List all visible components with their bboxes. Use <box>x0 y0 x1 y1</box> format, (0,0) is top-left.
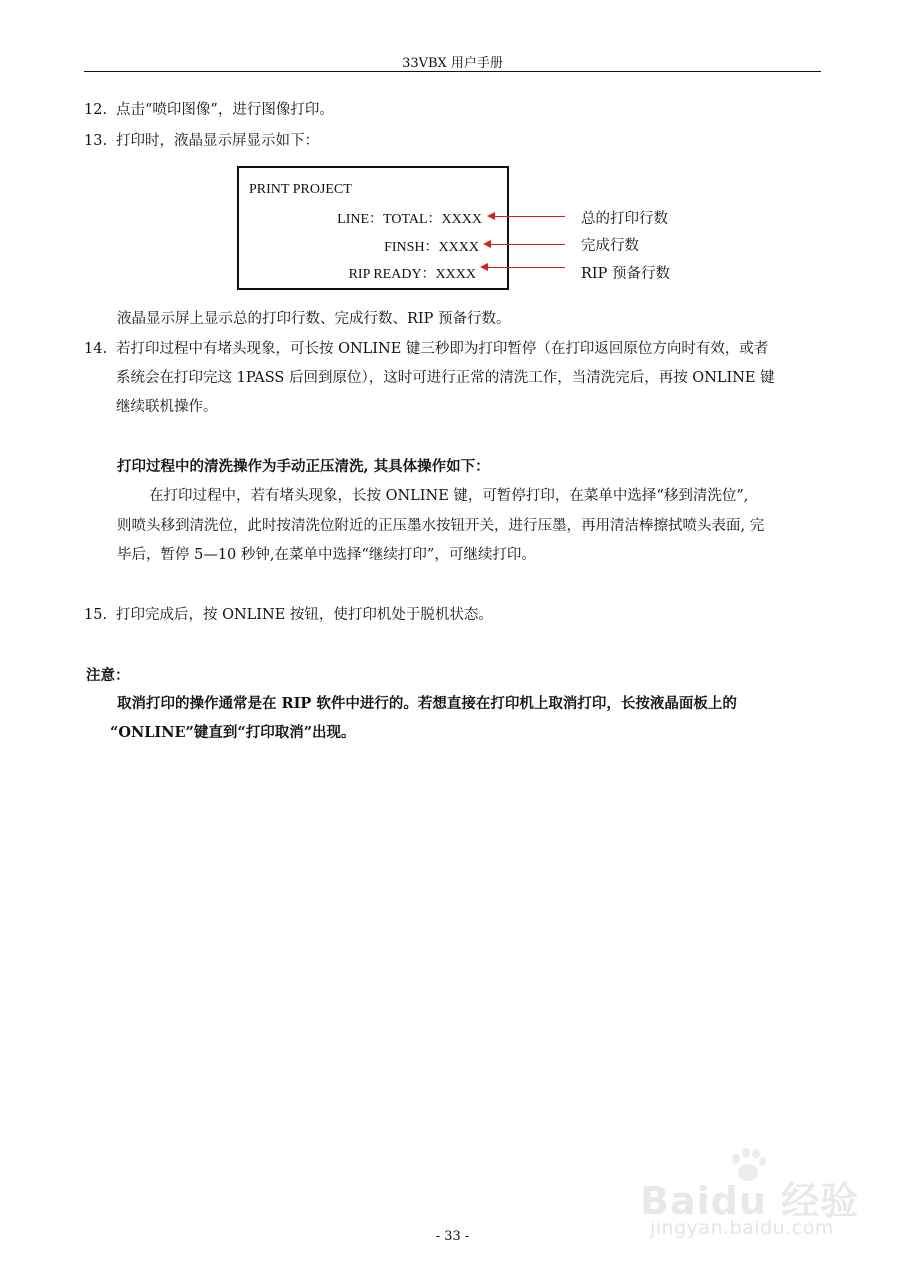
step-number: 15. <box>84 607 108 623</box>
step-14-line-3: 继续联机操作。 <box>116 399 218 415</box>
arrow-finish-icon <box>489 244 565 245</box>
lcd-line-finish: FINSH：XXXX <box>384 240 479 255</box>
annotation-finish: 完成行数 <box>581 238 639 254</box>
annotation-total: 总的打印行数 <box>581 211 668 227</box>
cleaning-line-2: 则喷头移到清洗位，此时按清洗位附近的正压墨水按钮开关，进行压墨，再用清洁棒擦拭喷头表面, 完 <box>117 518 765 534</box>
step-text: 打印完成后，按 ONLINE 按钮，使打印机处于脱机状态。 <box>116 607 493 623</box>
watermark-logo: Baidu 经验 <box>640 1179 860 1223</box>
lcd-line-total: LINE：TOTAL：XXXX <box>337 212 482 227</box>
step-14-line-2: 系统会在打印完这 1PASS 后回到原位），这时可进行正常的清洗工作，当清洗完后，再按 ONLINE 键 <box>116 370 775 386</box>
step-number: 14. <box>84 341 108 357</box>
page-header-title: 33VBX 用户手册 <box>402 56 503 71</box>
step-13 <box>84 131 319 151</box>
lcd-caption: 液晶显示屏上显示总的打印行数、完成行数、RIP 预备行数。 <box>117 311 511 327</box>
step-12 <box>84 100 334 120</box>
step-text: 点击“喷印图像”，进行图像打印。 <box>116 102 334 118</box>
step-15 <box>84 605 493 625</box>
step-number: 12. <box>84 102 108 118</box>
cleaning-line-3: 毕后，暂停 5—10 秒钟,在菜单中选择“继续打印”，可继续打印。 <box>117 547 536 563</box>
lcd-line-rip: RIP READY：XXXX <box>348 267 476 282</box>
note-line-2: “ONLINE”键直到“打印取消”出现。 <box>110 724 356 741</box>
note-heading: 注意： <box>86 667 130 684</box>
step-text-line-1: 若打印过程中有堵头现象，可长按 ONLINE 键三秒即为打印暂停（在打印返回原位方向时有效，或者 <box>116 341 769 357</box>
step-14 <box>84 339 768 359</box>
watermark-url: jingyan.baidu.com <box>650 1217 834 1239</box>
lcd-line-project: PRINT PROJECT <box>249 182 352 197</box>
cleaning-heading: 打印过程中的清洗操作为手动正压清洗, 其具体操作如下： <box>117 458 490 475</box>
step-text: 打印时，液晶显示屏显示如下： <box>116 133 319 149</box>
note-line-1: 取消打印的操作通常是在 RIP 软件中进行的。若想直接在打印机上取消打印，长按液晶面板上的 <box>117 695 737 712</box>
arrow-total-icon <box>493 216 565 217</box>
step-number: 13. <box>84 133 108 149</box>
arrow-rip-icon <box>486 267 565 268</box>
page-number: - 33 - <box>435 1229 470 1244</box>
cleaning-line-1: 在打印过程中，若有堵头现象，长按 ONLINE 键，可暂停打印，在菜单中选择“移到清洗位”, <box>149 488 749 504</box>
header-divider <box>84 71 821 72</box>
annotation-rip: RIP 预备行数 <box>581 266 671 282</box>
